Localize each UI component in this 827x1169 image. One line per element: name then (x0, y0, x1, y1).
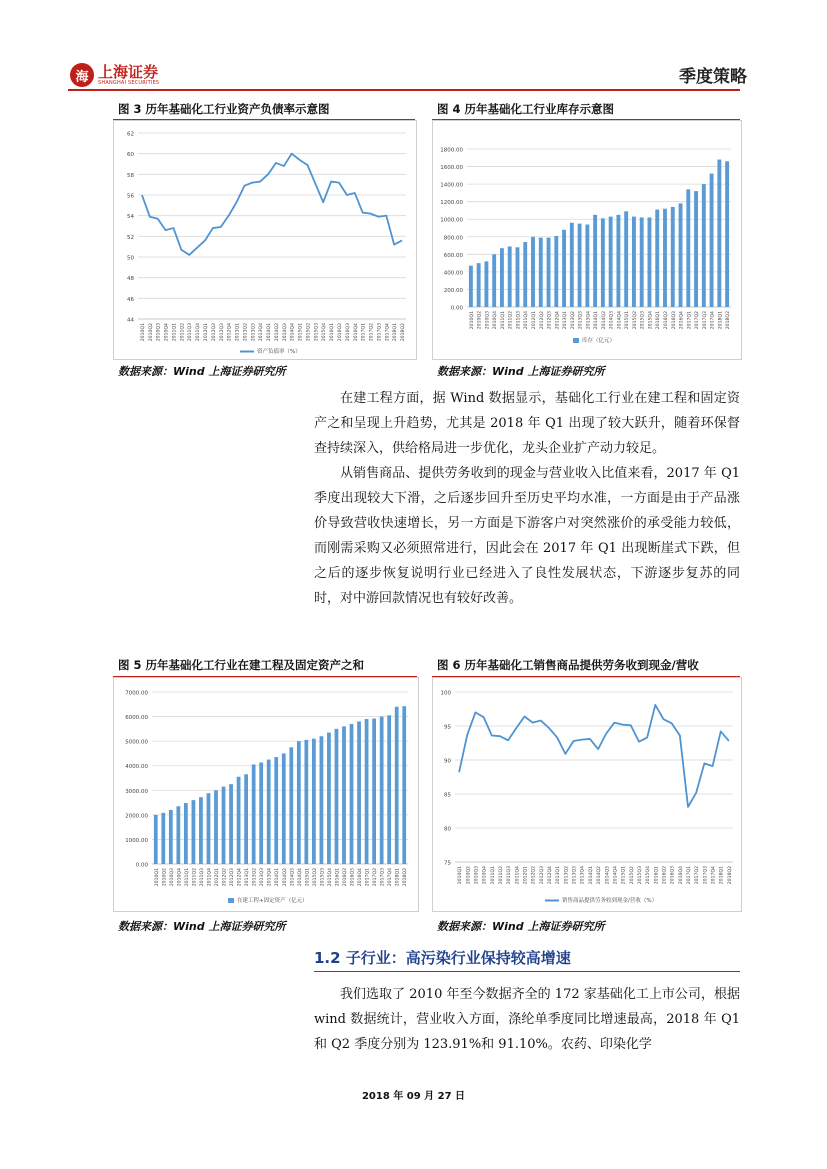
x-tick-label: 2017Q2 (695, 866, 701, 885)
bar-2010Q1 (154, 815, 158, 864)
bar-2016Q4 (679, 203, 683, 307)
figure-5-chart (113, 677, 419, 912)
x-tick-label: 2016Q4 (358, 868, 364, 887)
y-tick-label: 0.00 (135, 862, 148, 869)
x-tick-label: 2012Q3 (219, 323, 225, 342)
x-tick-label: 2015Q1 (298, 323, 304, 342)
x-tick-label: 2012Q3 (230, 868, 236, 887)
x-tick-label: 2016Q4 (679, 311, 685, 330)
figure-3-source: 数据来源：Wind 上海证券研究所 (118, 365, 286, 378)
x-tick-label: 2015Q3 (320, 868, 326, 887)
bar-2014Q2 (601, 218, 605, 307)
x-tick-label: 2016Q4 (353, 323, 359, 342)
figure-3-svg (114, 121, 416, 359)
y-tick-label: 52 (127, 234, 134, 241)
bar-2012Q4 (237, 777, 241, 864)
figure-6-source: 数据来源：Wind 上海证券研究所 (437, 920, 605, 933)
x-tick-label: 2011Q1 (184, 868, 190, 887)
x-tick-label: 2017Q1 (361, 323, 367, 342)
x-tick-label: 2014Q2 (601, 311, 607, 330)
x-tick-label: 2017Q3 (377, 323, 383, 342)
x-tick-label: 2017Q3 (380, 868, 386, 887)
x-tick-label: 2018Q2 (401, 323, 407, 342)
y-tick-label: 50 (127, 255, 134, 262)
y-tick-label: 1600.00 (440, 165, 463, 172)
x-tick-label: 2018Q1 (395, 868, 401, 887)
x-tick-label: 2010Q3 (156, 323, 162, 342)
bar-2014Q1 (274, 757, 278, 864)
y-tick-label: 400.00 (443, 270, 463, 277)
x-tick-label: 2013Q3 (260, 868, 266, 887)
x-tick-label: 2012Q1 (523, 866, 529, 885)
bar-2016Q2 (663, 209, 667, 307)
bar-2013Q4 (267, 760, 271, 864)
x-tick-label: 2010Q1 (458, 866, 464, 885)
bar-2017Q2 (372, 719, 376, 864)
x-tick-label: 2017Q4 (388, 868, 394, 887)
y-tick-label: 80 (444, 826, 451, 833)
x-tick-label: 2013Q3 (578, 311, 584, 330)
x-tick-label: 2011Q3 (188, 323, 194, 342)
x-tick-label: 2011Q4 (524, 311, 530, 330)
figure-6-svg (433, 678, 741, 911)
x-tick-label: 2016Q2 (662, 866, 668, 885)
legend-swatch (573, 338, 579, 343)
x-tick-label: 2013Q4 (586, 311, 592, 330)
x-tick-label: 2012Q1 (215, 868, 220, 887)
figure-3-title: 图 3 历年基础化工行业资产负债率示意图 (118, 102, 330, 116)
bar-2010Q3 (169, 810, 173, 864)
bar-2017Q3 (380, 717, 384, 864)
y-tick-label: 6000.00 (125, 715, 148, 722)
bar-2011Q3 (199, 797, 203, 864)
bar-2010Q2 (161, 813, 165, 864)
x-tick-label: 2018Q2 (726, 311, 732, 330)
x-tick-label: 2014Q3 (609, 311, 615, 330)
x-tick-label: 2015Q2 (312, 868, 318, 887)
x-tick-label: 2014Q3 (290, 868, 296, 887)
y-tick-label: 58 (127, 172, 134, 179)
x-tick-label: 2014Q1 (594, 311, 600, 330)
bar-2010Q3 (484, 261, 488, 307)
x-tick-label: 2015Q4 (327, 868, 333, 887)
x-tick-label: 2014Q2 (597, 866, 603, 885)
y-tick-label: 56 (127, 193, 134, 200)
x-tick-label: 2013Q4 (267, 868, 273, 887)
x-tick-label: 2011Q1 (500, 311, 506, 330)
x-tick-label: 2016Q3 (350, 868, 356, 887)
bar-2017Q2 (694, 191, 698, 307)
y-tick-label: 800.00 (443, 235, 463, 242)
bar-2018Q1 (395, 707, 399, 864)
body-text-block-1 (314, 386, 740, 611)
x-tick-label: 2011Q3 (507, 866, 513, 885)
figure-4-svg (433, 121, 741, 359)
y-tick-label: 100 (440, 690, 451, 697)
bar-2015Q1 (304, 740, 308, 864)
legend-label: 库存（亿元） (582, 338, 616, 344)
bar-2011Q1 (184, 803, 188, 864)
x-tick-label: 2010Q2 (162, 868, 168, 887)
bar-2016Q2 (342, 726, 346, 864)
x-tick-label: 2018Q1 (719, 866, 725, 885)
x-tick-label: 2013Q1 (235, 323, 241, 342)
y-tick-label: 1400.00 (440, 182, 463, 189)
x-tick-label: 2014Q3 (282, 323, 288, 342)
x-tick-label: 2013Q2 (564, 866, 570, 885)
x-tick-label: 2014Q4 (297, 868, 303, 887)
x-tick-label: 2016Q1 (335, 868, 341, 887)
bar-2015Q3 (320, 736, 324, 864)
x-tick-label: 2013Q4 (580, 866, 586, 885)
y-tick-label: 90 (444, 758, 451, 765)
bar-2013Q2 (570, 223, 574, 307)
x-tick-label: 2014Q1 (275, 868, 281, 887)
x-tick-label: 2011Q1 (172, 323, 178, 342)
y-tick-label: 60 (127, 152, 134, 159)
y-tick-label: 75 (444, 860, 451, 867)
x-tick-label: 2015Q4 (648, 311, 654, 330)
header-divider (68, 89, 740, 91)
bar-2017Q3 (702, 184, 706, 307)
x-tick-label: 2010Q2 (477, 311, 483, 330)
y-tick-label: 46 (127, 296, 134, 303)
legend-label: 资产负债率（%） (257, 349, 301, 355)
x-tick-label: 2018Q1 (393, 323, 399, 342)
y-tick-label: 0.00 (450, 305, 463, 312)
bar-2015Q3 (640, 217, 644, 307)
bar-2011Q4 (523, 242, 527, 307)
x-tick-label: 2011Q2 (180, 323, 186, 342)
figure-4-chart (432, 120, 742, 360)
figure-6-title: 图 6 历年基础化工销售商品提供劳务收到现金/营收 (437, 658, 699, 672)
x-tick-label: 2010Q1 (140, 323, 146, 342)
x-tick-label: 2015Q3 (314, 323, 320, 342)
bar-2013Q4 (585, 224, 589, 307)
bar-2015Q4 (648, 217, 652, 307)
x-tick-label: 2015Q3 (637, 866, 643, 885)
x-tick-label: 2016Q1 (330, 323, 336, 342)
bar-2016Q1 (335, 729, 339, 864)
figure-5-title: 图 5 历年基础化工行业在建工程及固定资产之和 (118, 658, 365, 672)
x-tick-label: 2014Q1 (267, 323, 273, 342)
x-tick-label: 2016Q3 (671, 311, 677, 330)
bar-2014Q4 (297, 741, 301, 864)
bar-2018Q1 (717, 160, 721, 307)
bar-2011Q3 (516, 247, 520, 307)
bar-2010Q4 (492, 254, 496, 307)
bar-2018Q2 (725, 161, 729, 307)
figure-4-source: 数据来源：Wind 上海证券研究所 (437, 365, 605, 378)
x-tick-label: 2016Q1 (654, 866, 660, 885)
x-tick-label: 2017Q3 (703, 866, 709, 885)
y-tick-label: 85 (444, 792, 451, 799)
x-tick-label: 2014Q4 (617, 311, 623, 330)
y-tick-label: 44 (127, 317, 134, 324)
y-tick-label: 2000.00 (125, 813, 148, 820)
x-tick-label: 2013Q1 (556, 866, 562, 885)
legend-label: 在建工程+固定资产（亿元） (237, 898, 308, 904)
x-tick-label: 2018Q1 (718, 311, 724, 330)
x-tick-label: 2011Q3 (516, 311, 522, 330)
x-tick-label: 2011Q4 (207, 868, 213, 887)
x-tick-label: 2012Q1 (204, 323, 209, 342)
x-tick-label: 2017Q1 (365, 868, 371, 887)
x-tick-label: 2012Q2 (222, 868, 228, 887)
x-tick-label: 2010Q3 (474, 866, 480, 885)
x-tick-label: 2014Q4 (290, 323, 296, 342)
legend-label: 销售商品提供劳务收到现金/营收（%） (562, 898, 658, 904)
x-tick-label: 2015Q2 (632, 311, 638, 330)
x-tick-label: 2010Q3 (485, 311, 491, 330)
x-tick-label: 2015Q4 (646, 866, 652, 885)
bar-2013Q3 (578, 224, 582, 307)
y-tick-label: 200.00 (443, 287, 463, 294)
bar-2010Q4 (176, 806, 180, 864)
x-tick-label: 2012Q3 (539, 866, 545, 885)
footer-date: 2018 年 09 月 27 日 (361, 1091, 466, 1102)
x-tick-label: 2017Q2 (373, 868, 379, 887)
y-tick-label: 1000.00 (440, 217, 463, 224)
bar-2012Q2 (539, 238, 543, 307)
bar-2016Q1 (655, 210, 659, 307)
x-tick-label: 2013Q3 (251, 323, 257, 342)
x-tick-label: 2017Q2 (369, 323, 375, 342)
x-tick-label: 2018Q2 (727, 866, 733, 885)
bar-2018Q2 (402, 706, 406, 864)
bar-2014Q3 (609, 217, 613, 307)
y-tick-label: 1200.00 (440, 200, 463, 207)
x-tick-label: 2015Q4 (322, 323, 328, 342)
x-tick-label: 2014Q4 (613, 866, 619, 885)
x-tick-label: 2012Q2 (211, 323, 217, 342)
y-tick-label: 4000.00 (125, 764, 148, 771)
figure-6-chart (432, 677, 742, 912)
x-tick-label: 2015Q2 (629, 866, 635, 885)
x-tick-label: 2017Q1 (687, 311, 693, 330)
x-tick-label: 2016Q3 (670, 866, 676, 885)
bar-2011Q4 (207, 793, 211, 864)
x-tick-label: 2012Q4 (548, 866, 554, 885)
x-tick-label: 2013Q1 (245, 868, 251, 887)
x-tick-label: 2014Q2 (282, 868, 288, 887)
x-tick-label: 2010Q4 (482, 866, 488, 885)
x-tick-label: 2011Q4 (515, 866, 521, 885)
bar-2016Q3 (671, 207, 675, 307)
y-tick-label: 1000.00 (125, 837, 148, 844)
x-tick-label: 2010Q4 (493, 311, 499, 330)
bar-2016Q3 (350, 724, 354, 864)
x-tick-label: 2017Q4 (711, 866, 717, 885)
bar-2017Q1 (365, 719, 369, 864)
paragraph-construction: 在建工程方面，据 Wind 数据显示，基础化工行业在建工程和固定资产之和呈现上升趋势，尤其是 2018 年 Q1 出现了较大跃升，随着环保督查持续深入，供给格局进一步优化，龙头企业扩产动力较足。 (314, 391, 740, 456)
x-tick-label: 2010Q1 (469, 311, 475, 330)
x-tick-label: 2011Q1 (490, 866, 496, 885)
x-tick-label: 2013Q2 (252, 868, 258, 887)
section-heading: 1.2 子行业：高污染行业保持较高增速 (314, 949, 571, 967)
legend-swatch (228, 898, 234, 903)
y-tick-label: 5000.00 (125, 739, 148, 746)
x-tick-label: 2014Q1 (588, 866, 594, 885)
x-tick-label: 2012Q2 (531, 866, 537, 885)
bar-2011Q2 (192, 800, 196, 864)
figure-5-svg (114, 678, 418, 911)
x-tick-label: 2011Q3 (199, 868, 205, 887)
bar-2017Q1 (686, 189, 690, 307)
x-tick-label: 2013Q3 (572, 866, 578, 885)
bar-2012Q1 (214, 790, 218, 864)
logo-chinese-name: 上海证券 (98, 63, 159, 81)
series-line (459, 705, 729, 807)
x-tick-label: 2016Q2 (664, 311, 669, 330)
company-logo (70, 60, 180, 90)
x-tick-label: 2011Q4 (196, 323, 202, 342)
x-tick-label: 2016Q2 (343, 868, 348, 887)
x-tick-label: 2012Q2 (539, 311, 545, 330)
x-tick-label: 2015Q1 (625, 311, 631, 330)
y-tick-label: 95 (444, 724, 451, 731)
paragraph-subindustry: 我们选取了 2010 年至今数据齐全的 172 家基础化工上市公司，根据 wind 数据统计，营业收入方面，涤纶单季度同比增速最高，2018 年 Q1 和 Q2 季度分别为 123.91%和 91.10%。农药、印染化学 (314, 987, 740, 1052)
x-tick-label: 2017Q4 (710, 311, 716, 330)
bar-2015Q2 (632, 217, 636, 307)
x-tick-label: 2015Q1 (305, 868, 311, 887)
x-tick-label: 2013Q2 (243, 323, 249, 342)
x-tick-label: 2013Q2 (570, 311, 576, 330)
logo-english-name: SHANGHAI SECURITIES (98, 80, 160, 86)
bar-2012Q3 (547, 238, 551, 307)
bar-2014Q4 (616, 215, 620, 307)
x-tick-label: 2017Q3 (702, 311, 708, 330)
bar-2015Q2 (312, 739, 316, 864)
x-tick-label: 2010Q1 (154, 868, 160, 887)
x-tick-label: 2011Q2 (498, 866, 504, 885)
x-tick-label: 2014Q2 (274, 323, 280, 342)
x-tick-label: 2014Q3 (605, 866, 611, 885)
y-tick-label: 3000.00 (125, 788, 148, 795)
x-tick-label: 2016Q3 (345, 323, 351, 342)
bar-2013Q1 (244, 774, 248, 864)
y-tick-label: 600.00 (443, 252, 463, 259)
bar-2017Q4 (710, 174, 714, 307)
bar-2013Q3 (259, 763, 263, 864)
x-tick-label: 2015Q3 (640, 311, 646, 330)
y-tick-label: 1800.00 (440, 147, 463, 154)
y-tick-label: 54 (127, 214, 134, 221)
x-tick-label: 2013Q4 (259, 323, 265, 342)
bar-2017Q4 (387, 715, 391, 864)
x-tick-label: 2012Q3 (547, 311, 553, 330)
y-tick-label: 48 (127, 276, 134, 283)
x-tick-label: 2010Q2 (148, 323, 154, 342)
x-tick-label: 2017Q4 (385, 323, 391, 342)
x-tick-label: 2013Q1 (563, 311, 569, 330)
bar-2016Q4 (357, 721, 361, 864)
x-tick-label: 2016Q1 (656, 311, 662, 330)
x-tick-label: 2012Q1 (532, 311, 537, 330)
logo-mark: 海 (70, 63, 94, 87)
y-tick-label: 62 (127, 131, 134, 138)
x-tick-label: 2017Q2 (695, 311, 701, 330)
y-tick-label: 7000.00 (125, 690, 148, 697)
figure-3-chart (113, 120, 417, 360)
bar-2013Q1 (562, 230, 566, 307)
bar-2011Q2 (508, 246, 512, 307)
x-tick-label: 2012Q4 (237, 868, 243, 887)
bar-2011Q1 (500, 248, 504, 307)
figure-4-title: 图 4 历年基础化工行业库存示意图 (437, 102, 615, 116)
series-line (142, 154, 402, 255)
bar-2014Q3 (289, 747, 293, 864)
bar-2012Q1 (531, 237, 535, 307)
x-tick-label: 2011Q2 (508, 311, 514, 330)
bar-2010Q2 (477, 263, 481, 307)
x-tick-label: 2010Q3 (169, 868, 175, 887)
bar-2015Q1 (624, 211, 628, 307)
bar-2012Q2 (222, 787, 226, 864)
figure-5-source: 数据来源：Wind 上海证券研究所 (118, 920, 286, 933)
x-tick-label: 2016Q2 (338, 323, 343, 342)
x-tick-label: 2015Q2 (306, 323, 312, 342)
bar-2015Q4 (327, 733, 331, 864)
section-heading-rule (314, 971, 740, 972)
x-tick-label: 2018Q2 (403, 868, 409, 887)
x-tick-label: 2010Q4 (177, 868, 183, 887)
bar-2014Q2 (282, 753, 286, 864)
x-tick-label: 2015Q1 (621, 866, 627, 885)
x-tick-label: 2017Q1 (687, 866, 693, 885)
bar-2012Q3 (229, 784, 233, 864)
bar-2012Q4 (554, 236, 558, 307)
x-tick-label: 2010Q4 (164, 323, 170, 342)
x-tick-label: 2016Q4 (678, 866, 684, 885)
x-tick-label: 2010Q2 (466, 866, 472, 885)
report-type-title: 季度策略 (679, 67, 747, 87)
bar-2010Q1 (469, 266, 473, 307)
bar-2013Q2 (252, 764, 256, 864)
x-tick-label: 2011Q2 (192, 868, 198, 887)
bar-2014Q1 (593, 215, 597, 307)
x-tick-label: 2012Q4 (555, 311, 561, 330)
x-tick-label: 2012Q4 (227, 323, 233, 342)
body-text-block-2 (314, 982, 740, 1057)
paragraph-cash-ratio: 从销售商品、提供劳务收到的现金与营业收入比值来看，2017 年 Q1 季度出现较大下滑，之后逐步回升至历史平均水准，一方面是由于产品涨价导致营收快速增长，另一方面是下游客户对突然涨价的承受能力较低，而刚需采购又必须照常进行，因此会在 2017 年 Q1 出现断崖式下跌，但之后的逐步恢复说明行业已经进入了良性发展状态，下游逐步复苏的同时，对中游回款情况也有较好改善。 (314, 466, 740, 606)
